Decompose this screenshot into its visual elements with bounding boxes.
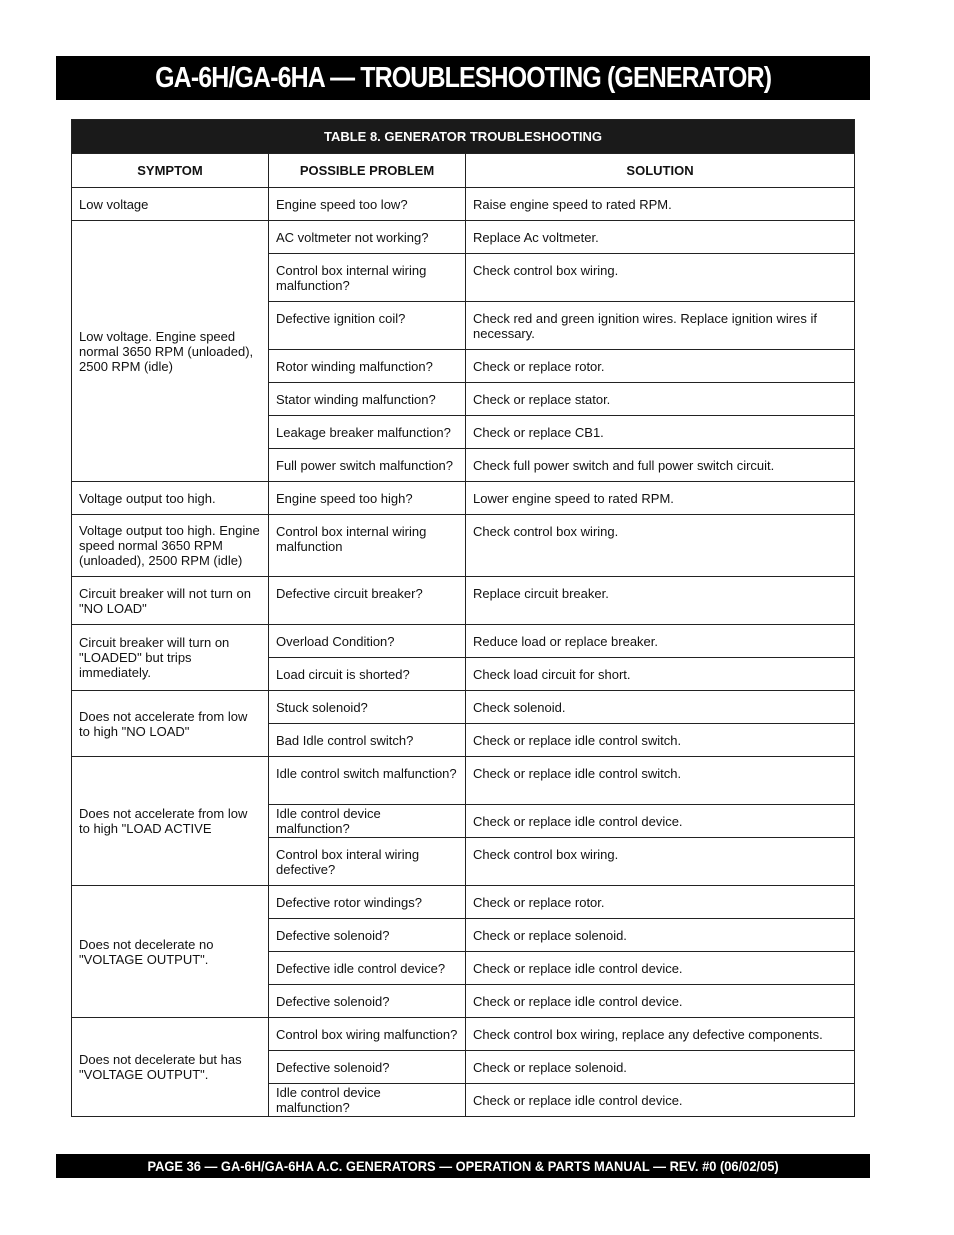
footer-text: PAGE 36 — GA-6H/GA-6HA A.C. GENERATORS — OPERATION & PARTS MANUAL — REV. #0 (06/02/05) xyxy=(147,1158,779,1174)
solution-cell: Check control box wiring. xyxy=(466,838,855,886)
possible-problem-cell: Load circuit is shorted? xyxy=(269,658,466,691)
table-body xyxy=(72,188,855,1117)
solution-cell: Check or replace idle control switch. xyxy=(466,724,855,757)
solution-cell: Check red and green ignition wires. Replace ignition wires if necessary. xyxy=(466,302,855,350)
possible-problem-cell: Control box interal wiring defective? xyxy=(269,838,466,886)
symptom-cell: Circuit breaker will turn on "LOADED" but trips immediately. xyxy=(72,625,269,691)
possible-problem-cell: AC voltmeter not working? xyxy=(269,221,466,254)
symptom-cell: Voltage output too high. Engine speed normal 3650 RPM (unloaded), 2500 RPM (idle) xyxy=(72,515,269,577)
possible-problem-cell: Control box internal wiring malfunction xyxy=(269,515,466,577)
table-row xyxy=(72,515,855,577)
page-footer xyxy=(56,1154,870,1178)
symptom-cell: Low voltage. Engine speed normal 3650 RPM (unloaded), 2500 RPM (idle) xyxy=(72,221,269,482)
possible-problem-cell: Rotor winding malfunction? xyxy=(269,350,466,383)
symptom-cell: Low voltage xyxy=(72,188,269,221)
possible-problem-cell: Defective circuit breaker? xyxy=(269,577,466,625)
header-possible-problem: POSSIBLE PROBLEM xyxy=(269,154,466,188)
symptom-cell: Does not accelerate from low to high "NO LOAD" xyxy=(72,691,269,757)
table-row xyxy=(72,625,855,658)
table-row xyxy=(72,1018,855,1051)
symptom-cell: Circuit breaker will not turn on "NO LOAD" xyxy=(72,577,269,625)
possible-problem-cell: Defective solenoid? xyxy=(269,919,466,952)
solution-cell: Check or replace idle control device. xyxy=(466,952,855,985)
troubleshooting-table xyxy=(71,119,855,1117)
solution-cell: Check or replace rotor. xyxy=(466,350,855,383)
solution-cell: Check control box wiring, replace any defective components. xyxy=(466,1018,855,1051)
solution-cell: Check full power switch and full power switch circuit. xyxy=(466,449,855,482)
possible-problem-cell: Defective idle control device? xyxy=(269,952,466,985)
table-row xyxy=(72,221,855,254)
solution-cell: Check control box wiring. xyxy=(466,515,855,577)
possible-problem-cell: Control box wiring malfunction? xyxy=(269,1018,466,1051)
symptom-cell: Does not decelerate but has "VOLTAGE OUTPUT". xyxy=(72,1018,269,1117)
solution-cell: Replace circuit breaker. xyxy=(466,577,855,625)
solution-cell: Check or replace rotor. xyxy=(466,886,855,919)
possible-problem-cell: Defective solenoid? xyxy=(269,1051,466,1084)
possible-problem-cell: Stator winding malfunction? xyxy=(269,383,466,416)
solution-cell: Replace Ac voltmeter. xyxy=(466,221,855,254)
possible-problem-cell: Stuck solenoid? xyxy=(269,691,466,724)
solution-cell: Raise engine speed to rated RPM. xyxy=(466,188,855,221)
possible-problem-cell: Defective rotor windings? xyxy=(269,886,466,919)
possible-problem-cell: Idle control switch malfunction? xyxy=(269,757,466,805)
solution-cell: Lower engine speed to rated RPM. xyxy=(466,482,855,515)
symptom-cell: Does not decelerate no "VOLTAGE OUTPUT". xyxy=(72,886,269,1018)
possible-problem-cell: Leakage breaker malfunction? xyxy=(269,416,466,449)
possible-problem-cell: Idle control device malfunction? xyxy=(269,805,466,838)
solution-cell: Check or replace CB1. xyxy=(466,416,855,449)
possible-problem-cell: Control box internal wiring malfunction? xyxy=(269,254,466,302)
solution-cell: Check or replace solenoid. xyxy=(466,919,855,952)
solution-cell: Check control box wiring. xyxy=(466,254,855,302)
table-row xyxy=(72,577,855,625)
table-row xyxy=(72,757,855,805)
possible-problem-cell: Engine speed too low? xyxy=(269,188,466,221)
header-solution: SOLUTION xyxy=(466,154,855,188)
header-symptom: SYMPTOM xyxy=(72,154,269,188)
possible-problem-cell: Bad Idle control switch? xyxy=(269,724,466,757)
solution-cell: Check or replace idle control device. xyxy=(466,1084,855,1117)
possible-problem-cell: Defective solenoid? xyxy=(269,985,466,1018)
possible-problem-cell: Full power switch malfunction? xyxy=(269,449,466,482)
possible-problem-cell: Idle control device malfunction? xyxy=(269,1084,466,1117)
table-caption: TABLE 8. GENERATOR TROUBLESHOOTING xyxy=(72,120,855,154)
symptom-cell: Voltage output too high. xyxy=(72,482,269,515)
solution-cell: Check or replace idle control switch. xyxy=(466,757,855,805)
solution-cell: Check or replace idle control device. xyxy=(466,985,855,1018)
solution-cell: Check solenoid. xyxy=(466,691,855,724)
solution-cell: Check or replace solenoid. xyxy=(466,1051,855,1084)
solution-cell: Check or replace stator. xyxy=(466,383,855,416)
solution-cell: Reduce load or replace breaker. xyxy=(466,625,855,658)
possible-problem-cell: Defective ignition coil? xyxy=(269,302,466,350)
title-bar xyxy=(56,56,870,100)
table-row xyxy=(72,482,855,515)
possible-problem-cell: Engine speed too high? xyxy=(269,482,466,515)
table-row xyxy=(72,886,855,919)
solution-cell: Check load circuit for short. xyxy=(466,658,855,691)
solution-cell: Check or replace idle control device. xyxy=(466,805,855,838)
symptom-cell: Does not accelerate from low to high "LOAD ACTIVE xyxy=(72,757,269,886)
possible-problem-cell: Overload Condition? xyxy=(269,625,466,658)
table-row xyxy=(72,188,855,221)
page-title: GA-6H/GA-6HA — TROUBLESHOOTING (GENERATOR) xyxy=(154,61,772,94)
table-row xyxy=(72,691,855,724)
